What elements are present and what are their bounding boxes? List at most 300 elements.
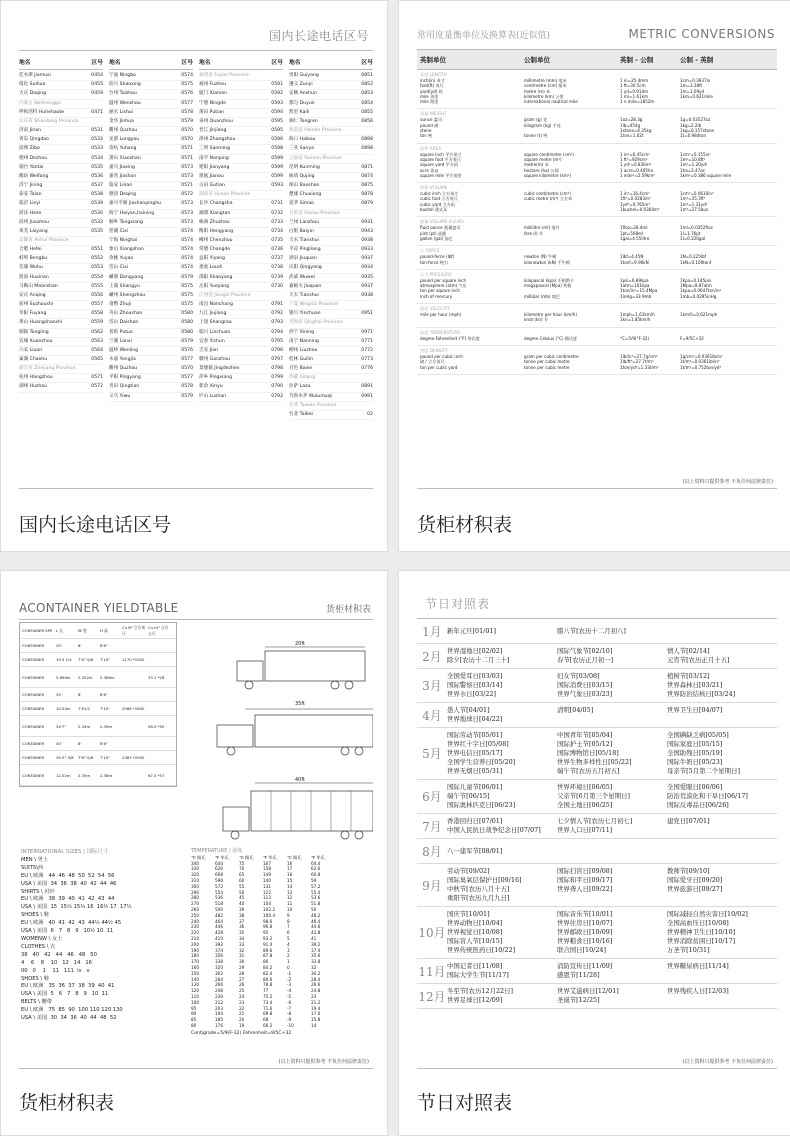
place-name: 思茅 Simao: [289, 201, 314, 207]
table-cell: 110: [191, 993, 199, 999]
section-name: 容积 VOLUME: [420, 185, 448, 191]
table-cell: 170: [191, 959, 199, 965]
table-cell: 230: [215, 993, 223, 999]
holiday-row: [417, 619, 777, 644]
place-name: 台州 Taizhou: [109, 91, 137, 97]
place-name: 济南 Jinan: [19, 128, 41, 134]
holiday-items: [447, 731, 777, 776]
place-name: 衢州 Quzhou: [109, 366, 138, 372]
place-name: 古田 Gutian: [199, 183, 225, 189]
column-header-name: 地名: [109, 60, 121, 66]
column-header: 英制单位: [420, 56, 446, 64]
holiday-entry: 国庆节[10/01] 世界动物日[10/04] 世界视觉日[10/08] 国际盲人节[10/15] 世界传统医药日[10/22]: [447, 910, 516, 954]
place-name: 庆阳 Qingyang: [289, 265, 322, 271]
holiday-entry: 国际劳动节[05/01] 世界红十字日[05/08] 世界电信日[05/17] 全国学生营养日[05/20] 世界无烟日[05/31]: [447, 731, 516, 775]
table-cell: 26: [239, 982, 245, 988]
area-code: 0556: [91, 292, 103, 298]
table-cell: 30: [239, 959, 245, 965]
table-cell: 1 acre=0.405ha: [620, 167, 654, 173]
card-caption: 国内长途电话区号: [19, 514, 172, 536]
place-name: 德州 Dezhou: [19, 155, 48, 161]
list-item: [289, 228, 373, 237]
area-code: 0574: [181, 228, 193, 234]
table-cell: CONTAINER: [22, 692, 45, 697]
table-cell: -6: [287, 999, 292, 1005]
list-item: [109, 264, 193, 273]
holiday-entry: 全国爱耳日[03/03] 国际警察日[03/14] 世界水日[03/22]: [447, 672, 503, 698]
area-code: 0736: [271, 247, 283, 253]
area-code: 0773: [361, 357, 373, 362]
area-code: 0551: [91, 247, 103, 253]
table-cell: 6: [287, 930, 290, 936]
list-item: [19, 90, 103, 99]
area-code: 0878: [361, 192, 373, 198]
table-cell: 89.6: [263, 947, 273, 953]
place-name: 诸暨 Zhuji: [109, 302, 132, 308]
holiday-entry: 建党日[07/01]: [667, 817, 710, 825]
table-cell: 82.4: [263, 970, 273, 976]
table-cell: 446: [215, 924, 223, 930]
area-code: 0575: [181, 302, 193, 308]
place-name: 温州 Wenzhou: [109, 100, 141, 106]
list-item: [19, 173, 103, 182]
table-cell: 1 n mile=1852m: [620, 99, 655, 105]
holiday-items: [447, 910, 777, 955]
list-item: [109, 118, 193, 127]
table-cell: 8': [78, 741, 82, 746]
column-header: [109, 59, 193, 70]
area-code: 0852: [361, 82, 373, 88]
list-item: [199, 264, 283, 273]
holiday-entry: 中国记者日[11/08] 国际大学生节[11/17]: [447, 962, 509, 979]
table-cell: 1 in²=6.45cm²: [620, 151, 650, 157]
table-cell: 1 ft=30.5cm: [620, 83, 646, 89]
list-item: [109, 255, 193, 264]
list-item: [199, 164, 283, 173]
table-cell: 2.34m: [78, 723, 91, 729]
size-line: SUITS\西: [21, 864, 44, 871]
holiday-entry: 腊八节[农历十二月初八]: [557, 626, 626, 635]
metric-table-head: [417, 49, 777, 70]
size-line: EU \ 欧洲 40 41 42 43 44½ 44½ 45: [21, 920, 122, 927]
table-cell: 7'10": [100, 755, 111, 760]
place-name: 曲靖 Qujing: [289, 173, 315, 179]
area-code: 0938: [361, 237, 373, 243]
month-label: 2月: [422, 649, 442, 664]
section-name: 力 FORCE: [420, 248, 440, 254]
place-name: 潍坊 Weifang: [19, 173, 49, 179]
place-name: 永嘉 Yongjia: [109, 357, 136, 362]
table-cell: CONTAINER: [22, 772, 45, 778]
place-name: 三明 Sanming: [199, 146, 230, 152]
table-cell: millimetre (mm) 毫米: [524, 78, 567, 83]
list-item: [19, 365, 103, 374]
list-item: [109, 319, 193, 328]
table-cell: 62.6: [311, 866, 321, 872]
table-cell: 55: [239, 883, 245, 889]
list-item: [199, 81, 283, 90]
table-cell: 1t/m³=0.752ton/yd³: [680, 364, 722, 370]
month-label: 10月: [418, 926, 446, 940]
table-cell: 210: [191, 935, 199, 941]
place-name: 嵊州 Shengzhou: [109, 292, 146, 298]
list-item: [19, 200, 103, 209]
place-name: 菏泽 Heze: [19, 210, 42, 216]
area-code: 0898: [361, 137, 373, 143]
column-header-name: 地名: [289, 60, 301, 66]
table-cell: 91.4: [263, 941, 273, 947]
place-name: 江西省 Jiangxi Province: [199, 292, 251, 298]
place-name: 银川 Yinchuan: [289, 311, 321, 317]
table-cell: 2383 *2000: [122, 755, 145, 760]
table-cell: 1m=3.28ft: [680, 83, 703, 89]
area-code: 0564: [91, 347, 103, 353]
area-code: 0536: [91, 173, 103, 179]
table-cell: 1t=0.984ton: [680, 133, 707, 139]
place-name: 宁夏 Ningxia Province: [289, 302, 339, 308]
place-name: 武威 Wuwei: [289, 274, 315, 280]
place-name: 保山 Baoshan: [289, 183, 320, 189]
table-cell: 68: [263, 1017, 269, 1023]
list-item: [289, 246, 373, 255]
table-cell: bushel 蒲式耳: [420, 207, 448, 213]
list-item: [109, 365, 193, 374]
place-name: 南宁 Nanning: [289, 338, 319, 344]
list-item: [19, 356, 103, 365]
table-cell: 28.4: [311, 976, 321, 982]
table-cell: tonne per cubic metre: [524, 359, 570, 365]
table-cell: 149: [263, 872, 271, 878]
table-cell: 176: [215, 1022, 223, 1028]
area-code: 0576: [181, 347, 193, 353]
table-cell: 320: [215, 964, 223, 970]
column-header: Cu ft³ 立方英尺: [122, 624, 146, 636]
area-code: 0532: [91, 137, 103, 143]
table-cell: 80.6: [263, 976, 273, 982]
place-name: 湘潭 Xiangtan: [199, 210, 231, 216]
table-cell: kilogram (kg) 千克: [524, 122, 561, 128]
column-header: H 高: [100, 627, 108, 633]
column-header: ℃ 摄氏: [191, 854, 206, 860]
holiday-entry: 国际儿童节[06/01] 端午节[06/15] 国际奥林匹克日[06/23]: [447, 783, 516, 809]
table-cell: litre (l) 升: [524, 230, 544, 236]
holiday-entry: 世界湿地日[02/02] 除夕[农历十二月三十]: [447, 647, 510, 664]
area-code: 0577: [181, 375, 193, 381]
table-cell: square kilometre (km²): [524, 172, 572, 178]
list-item: [109, 374, 193, 383]
place-name: 莆田 Putian: [199, 109, 225, 115]
place-name: 宁波 Ningbo: [109, 73, 136, 79]
place-name: 金华 Jinhua: [109, 118, 134, 124]
size-line: 00 0 1 11 111 iv v: [21, 967, 90, 974]
temperature-table: [191, 849, 341, 1037]
table-cell: 1ft³=0.0283m³: [620, 196, 651, 202]
table-cell: 66.2: [263, 1022, 273, 1028]
size-line: USA \ 美国 34 36 38 40 42 44 46: [21, 880, 117, 887]
table-row: [20, 667, 176, 688]
list-item: [109, 200, 193, 209]
table-cell: CONTAINER: [22, 706, 45, 711]
table-cell: yard(yd) 码: [420, 88, 443, 94]
area-code: 0931: [361, 219, 373, 225]
table-cell: gallon (gal) 加仑: [420, 235, 453, 241]
table-cell: hectare (ha) 公顷: [524, 167, 559, 173]
table-cell: 2.35m: [78, 772, 91, 778]
section-name: 压力 PRESSURE: [420, 271, 452, 277]
header-divider: [19, 619, 373, 620]
place-name: 南昌 Nanchang: [199, 302, 233, 308]
metric-section: [417, 183, 777, 217]
place-name: 海宁 Haiyan,haining: [109, 210, 155, 216]
area-code: 0557: [91, 302, 103, 308]
list-item: [289, 100, 373, 109]
list-item: [289, 301, 373, 310]
list-item: [289, 365, 373, 374]
holiday-items: [447, 817, 777, 835]
list-item: [199, 127, 283, 136]
table-cell: 1g/cm³=0.0361lb/in³: [680, 353, 723, 359]
list-item: [289, 127, 373, 136]
list-item: [109, 329, 193, 338]
table-cell: 59: [311, 877, 317, 883]
holiday-entry: [667, 627, 777, 636]
area-code: 0570: [181, 137, 193, 143]
container-title-en: ACONTAINER YIELDTABLE: [19, 601, 179, 615]
list-item: [289, 118, 373, 127]
list-item: [199, 145, 283, 154]
place-name: 台北 Taibei: [289, 411, 313, 417]
place-name: 呼和浩特 Huhehaote: [19, 109, 65, 115]
place-name: 临川 Linchuan: [199, 329, 231, 335]
table-cell: 428: [215, 930, 223, 936]
list-item: [199, 347, 283, 356]
table-cell: 518: [215, 901, 223, 907]
holiday-items: [447, 962, 777, 980]
table-cell: CONTAINER: [22, 741, 45, 746]
table-cell: 1km²=0.386 square mile: [680, 172, 732, 178]
table-cell: 19: [239, 1022, 245, 1028]
area-code: 0591: [271, 82, 283, 88]
list-item: [289, 90, 373, 99]
area-code: 0599: [271, 164, 283, 170]
table-cell: 7: [287, 924, 290, 930]
table-cell: 77: [263, 988, 269, 994]
table-cell: -3: [287, 982, 292, 988]
column-header: 公制单位: [524, 56, 550, 64]
month-label: 8月: [422, 844, 442, 859]
list-item: [19, 319, 103, 328]
footer-divider: [19, 1068, 373, 1069]
list-item: [19, 145, 103, 154]
place-name: 普陀 Putuo: [109, 329, 133, 335]
container-title-cn: 货柜材积表: [325, 605, 371, 615]
list-item: [109, 237, 193, 246]
area-code: 0580: [181, 311, 193, 317]
area-code: 0871: [361, 164, 373, 170]
list-item: [199, 310, 283, 319]
table-cell: 1m³=1.31yd³: [680, 201, 708, 207]
table-cell: 240: [191, 918, 199, 924]
area-code: 0771: [361, 338, 373, 344]
area-code: 0534: [91, 155, 103, 161]
table-cell: square metre (m²): [524, 156, 562, 162]
table-row: [20, 653, 176, 667]
table-cell: 14: [287, 883, 293, 889]
place-name: 拉萨 Lasa: [289, 384, 311, 390]
table-cell: 23: [239, 999, 245, 1005]
table-cell: 1lb/ft³=27.7t/m³: [620, 359, 654, 365]
area-code: 0772: [361, 347, 373, 353]
holiday-entry: 情人节[02/14] 元宵节[农历正月十五]: [667, 647, 730, 664]
table-cell: 26.6: [311, 982, 321, 988]
table-cell: 482: [215, 912, 223, 918]
table-cell: 14: [311, 1022, 317, 1028]
place-name: 漳州 Zhangzhou: [199, 137, 236, 143]
table-cell: 1 mi=1.61km: [620, 93, 648, 99]
holiday-entry: 中国青年节[05/04] 国际护士节[05/12] 国际博物馆日[05/18] 世界生物多样性日[05/22] 端午节[农历五月初五]: [557, 731, 632, 775]
area-code: 0731: [271, 201, 283, 207]
table-cell: 15.8: [311, 1017, 321, 1023]
list-item: [199, 274, 283, 283]
table-cell: 60: [239, 877, 245, 883]
table-cell: 34'7": [56, 723, 67, 729]
area-code: 0935: [361, 274, 373, 280]
list-item: [199, 200, 283, 209]
area-code: 0558: [91, 311, 103, 317]
place-name: 绍兴 Shaoxing: [109, 82, 141, 88]
table-cell: 39.2: [311, 941, 321, 947]
list-item: [199, 319, 283, 328]
table-cell: kilometre per hour (km/h): [524, 312, 577, 318]
place-name: 泰安 Taian: [19, 192, 42, 198]
area-code: 0571: [181, 155, 193, 161]
area-code: 0530: [91, 210, 103, 216]
table-cell: ton per square inch: [420, 288, 460, 294]
table-cell: 23: [311, 993, 317, 999]
table-cell: 1cm³=0.0610in³: [680, 191, 714, 197]
place-name: 临安 Linan: [109, 183, 133, 189]
list-item: [199, 72, 283, 81]
holiday-items: [447, 783, 777, 810]
table-cell: 200: [191, 941, 199, 947]
table-cell: mile 英里: [420, 93, 439, 99]
area-code-header: 国内长途电话区号: [268, 29, 369, 43]
table-cell: square foot 平方英尺: [420, 156, 461, 162]
place-name: 海南省 Hainan Province: [289, 128, 342, 134]
list-item: [199, 237, 283, 246]
list-item: [109, 109, 193, 118]
size-line: EU \ 欧洲 38 39 40 41 42 43 44: [21, 896, 115, 903]
table-cell: 21: [239, 1011, 245, 1017]
table-cell: 53.6: [311, 895, 321, 901]
size-line: EU \ 欧洲 35 36 37 38 39 40 41: [21, 983, 115, 990]
table-cell: 32: [311, 964, 317, 970]
area-code: 0735: [271, 237, 283, 243]
place-name: 贵阳 Guiyang: [289, 73, 319, 79]
table-cell: 95: [191, 1005, 197, 1011]
section-rows: [420, 354, 774, 370]
list-item: [19, 191, 103, 200]
month-label: 12月: [418, 989, 446, 1004]
list-item: [199, 365, 283, 374]
table-cell: ton-force 吨力: [420, 259, 448, 265]
list-item: [109, 81, 193, 90]
area-code: 0577: [181, 100, 193, 106]
place-name: 嘉峪关 Jiuquan: [289, 283, 322, 289]
table-cell: 122: [263, 889, 271, 895]
area-code: 0938: [361, 292, 373, 298]
place-name: 新余 Xinyu: [199, 384, 223, 390]
table-cell: 7'81/2: [78, 706, 90, 711]
table-cell: 250: [191, 912, 199, 918]
place-name: 合肥 Hefei: [19, 247, 42, 253]
table-cell: 33.1 *28: [148, 674, 165, 680]
table-cell: 9: [287, 912, 290, 918]
table-cell: 46.4: [311, 918, 321, 924]
table-cell: 300: [191, 883, 199, 889]
table-cell: 626: [215, 866, 223, 872]
area-code: 0934: [361, 265, 373, 271]
area-code: 0573: [181, 210, 193, 216]
place-name: 青田 Qingtian: [109, 384, 140, 390]
place-name: 宁德 Ningde: [199, 100, 226, 106]
holiday-items: [447, 847, 777, 856]
table-cell: 84.2: [263, 964, 273, 970]
list-item: [19, 274, 103, 283]
place-name: 山东省 Shandong Province: [19, 118, 79, 124]
table-cell: 50: [311, 906, 317, 912]
place-name: 温岭 Wenling: [109, 347, 139, 353]
area-code-sheet: [19, 9, 373, 485]
table-cell: 96.8: [263, 924, 273, 930]
container-sheet: [19, 579, 373, 1065]
list-item: [199, 228, 283, 237]
holiday-row: [417, 959, 777, 984]
table-cell: 2.39m: [100, 723, 113, 729]
place-name: 景德镇 Jingdezhen: [199, 366, 240, 372]
table-cell: 80: [191, 1022, 197, 1028]
holiday-entry: 消防宣传日[11/09] 感恩节[11/28]: [557, 962, 613, 979]
place-name: 淮南 Huainan: [19, 274, 49, 280]
list-item: [289, 319, 373, 328]
size-line: 4 6 8 10 12 14 16: [21, 959, 92, 966]
place-name: 宣城 Xuanzhou: [19, 338, 53, 344]
list-item: [109, 383, 193, 392]
table-cell: 33: [239, 941, 245, 947]
area-code: 0739: [271, 274, 283, 280]
list-item: [109, 164, 193, 173]
table-cell: 5.899m: [56, 674, 71, 680]
holiday-entry: 国际扫盲日[09/08] 国际和平日[09/17] 世界聋人日[09/22]: [557, 867, 613, 893]
place-name: 嵊泗 Dongyang: [109, 274, 144, 280]
holiday-row: [417, 984, 777, 1009]
place-name: 兰州 Lanzhou: [289, 219, 319, 225]
section-name: 长度 LENGTH: [420, 72, 447, 77]
section-name: 密度 DENSITY: [420, 347, 448, 353]
section-rows: [420, 78, 774, 104]
metric-section: [417, 109, 777, 143]
table-cell: 1km/h=0.621mph: [680, 312, 718, 318]
area-code: 0575: [181, 292, 193, 298]
place-name: 烟台 Yantai: [19, 164, 44, 170]
table-cell: 30.2: [311, 970, 321, 976]
table-cell: centimetre (cm) 厘米: [524, 83, 567, 89]
table-cell: 1Mpa=9.87atm: [680, 283, 712, 289]
place-name: 甘肃省 Gansu Province: [289, 210, 340, 216]
place-name: 岱山 Daishan: [109, 320, 139, 326]
size-line: USA \ 美国 30 34 36 40 44 48 52: [21, 1015, 117, 1022]
place-name: 凯里 Kaili: [289, 109, 310, 115]
